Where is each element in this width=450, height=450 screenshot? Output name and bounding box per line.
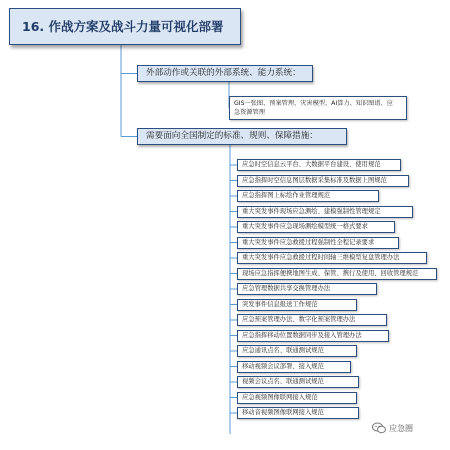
standard-item[interactable]: 移动视频会议部署、接入规范	[237, 361, 351, 373]
watermark	[372, 421, 413, 435]
standard-item[interactable]: 应急指挥移动位置数据同步及接入管理办法	[237, 330, 389, 342]
standard-item[interactable]: 突发事件信息报送工作规范	[237, 299, 357, 311]
watermark-text: 应急圈	[389, 423, 413, 433]
standard-item[interactable]: 移动音视频图像联网接入规范	[237, 407, 359, 419]
branch-national-standards[interactable]: 需要面向全国制定的标准、规则、保障措施：	[137, 128, 347, 145]
branch-external-systems[interactable]: 外部动作或关联的外部系统、能力系统：	[137, 65, 313, 82]
standard-item[interactable]: 应急指挥图上标绘作业管理规范	[237, 190, 379, 202]
standard-item[interactable]: 应急时空信息云平台、大数据平台建设、使用规范	[237, 159, 401, 171]
standard-item[interactable]: 应急指挥时空信息图层数据采集标准及数据上图规范	[237, 175, 409, 187]
standard-item[interactable]: 应急通讯点名、联通测试规范	[237, 345, 357, 357]
root-node[interactable]: 16. 作战方案及战斗力量可视化部署	[9, 8, 241, 45]
standard-item[interactable]: 视频会议点名、联通测试规范	[237, 376, 359, 388]
standard-item[interactable]: 应急管理数据共享交换管理办法	[237, 283, 377, 295]
standard-item[interactable]: 重大突发事件应急现场测绘模型统一格式要求	[237, 221, 395, 233]
standard-item[interactable]: 重大突发事件应急救援过程强制性全程记录要求	[237, 237, 399, 249]
leaf-external-systems[interactable]: GIS一张图、预案管理、灾害模型、AI算力、知识图谱、应 急资源管理	[229, 96, 407, 120]
standard-item[interactable]: 现场应急指挥便携地图生成、保管、携行及使用、回收管理规范	[237, 268, 437, 280]
standard-item[interactable]: 重大突发事件应急救援过程时间轴三维模型复盘管理办法	[237, 252, 427, 264]
standard-item[interactable]: 重大突发事件现场应急测绘、建模强制性管理规定	[237, 206, 413, 218]
standard-item[interactable]: 应急视频图像联网接入规范	[237, 392, 357, 404]
wechat-icon	[372, 422, 386, 434]
standard-item[interactable]: 应急预案管理办法、数字化预案管理办法	[237, 314, 387, 326]
